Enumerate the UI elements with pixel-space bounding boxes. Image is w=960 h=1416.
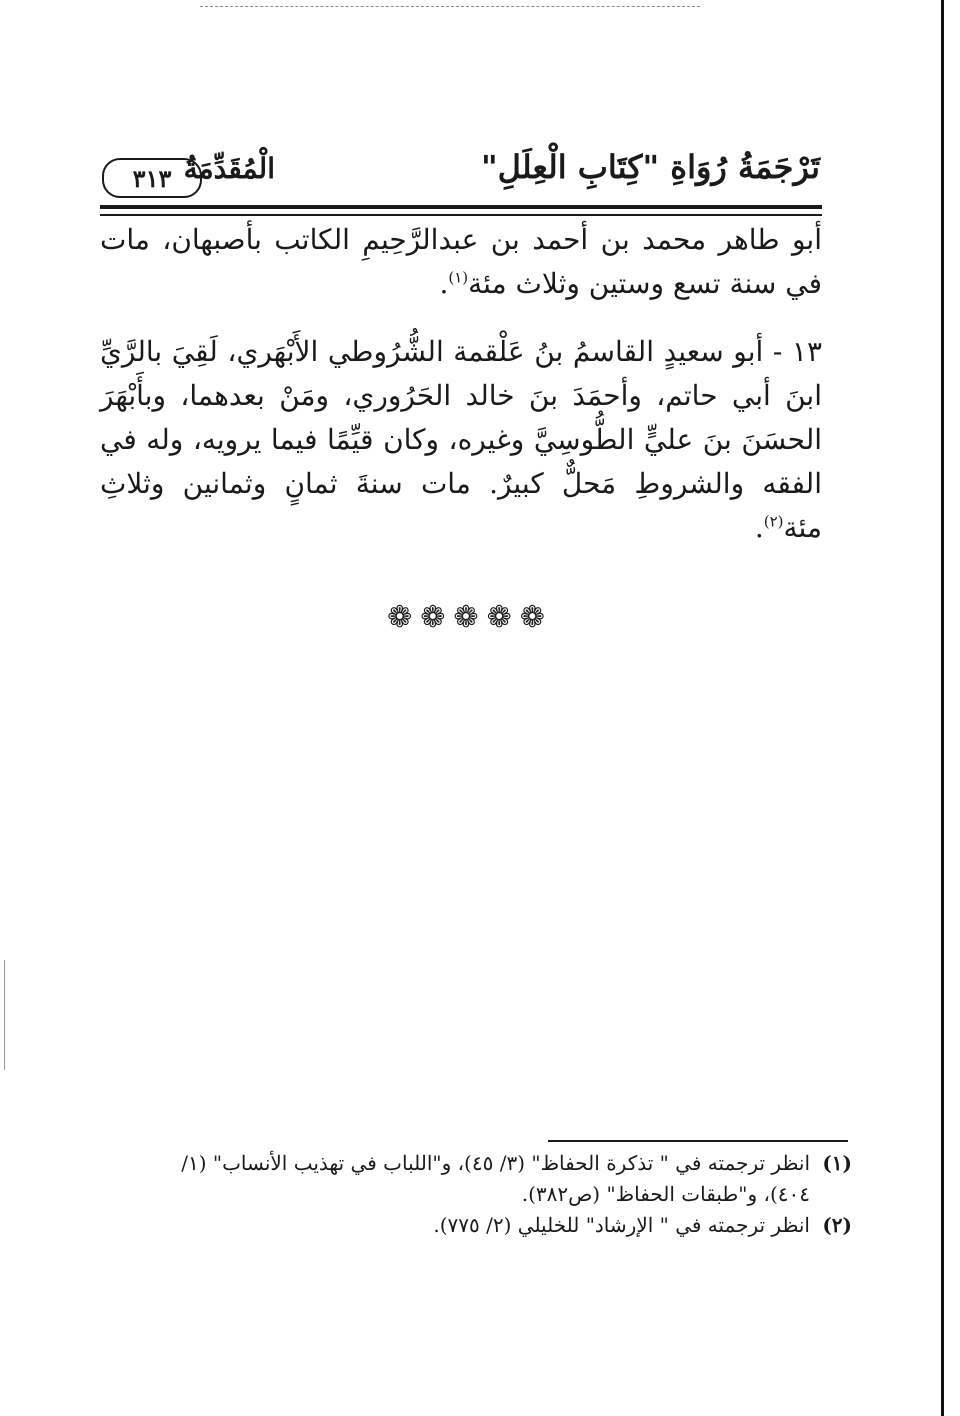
paragraph-1-text: أبو طاهر محمد بن أحمد بن عبدالرَّحِيمِ الكاتب بأصبهان، مات في سنة تسع وستين وثلاث مئة [100,223,822,300]
section-ornament: ❁❁❁❁❁ [387,600,553,635]
paragraph-1-end: . [439,267,449,300]
footnotes [130,1148,852,1241]
page-header [100,146,820,198]
footnote-separator [548,1140,848,1142]
running-title: تَرْجَمَةُ رُوَاةِ "كِتَابِ الْعِلَلِ" [481,148,820,186]
paragraph-1 [100,218,822,306]
paragraph-2-text: ١٣ - أبو سعيدٍ القاسمُ بنُ عَلْقمة الشُّرُوطي الأَبْهَري، لَقِيَ بالرَّيِّ ابنَ أبي حاتم، وأحمَدَ بنَ خالد الحَرُوري، ومَنْ بعدهما، وبأَبْهَرَ الحسَنَ بنَ عليٍّ الطُّوسِيَّ وغيره، وكان قيِّمًا فيما يرويه، وله في الفقه والشروطِ مَحلٌّ كبيرٌ. مات سنةَ ثمانٍ وثمانين وثلاثِ مئة [100,335,823,544]
paragraph-2 [100,330,822,550]
scan-right-edge [941,0,944,1416]
section-title: الْمُقَدِّمَةُ [183,152,275,185]
page-number-badge [102,158,202,198]
header-rule-thin [100,214,822,216]
footnote-number: (٢) [822,1213,852,1237]
footnote-2 [130,1210,852,1241]
footnote-ref-2: (٢) [763,512,784,531]
footnote-1 [130,1148,852,1210]
footnote-text: انظر ترجمته في " الإرشاد" للخليلي (٢/ ٧٧٥). [433,1213,810,1237]
paragraph-2-end: . [754,511,764,544]
page-number: ٣١٣ [132,163,172,193]
scan-left-mark [4,960,5,1070]
main-text [100,218,822,550]
scan-top-edge [200,6,700,7]
footnote-number: (١) [822,1151,852,1175]
footnote-text: انظر ترجمته في " تذكرة الحفاظ" (٣/ ٤٥)، و"اللباب في تهذيب الأنساب" (١/ ٤٠٤)، و"طبقات الحفاظ" (ص٣٨٢). [181,1151,810,1206]
header-rule-thick [100,205,822,209]
footnote-ref-1: (١) [448,268,469,287]
